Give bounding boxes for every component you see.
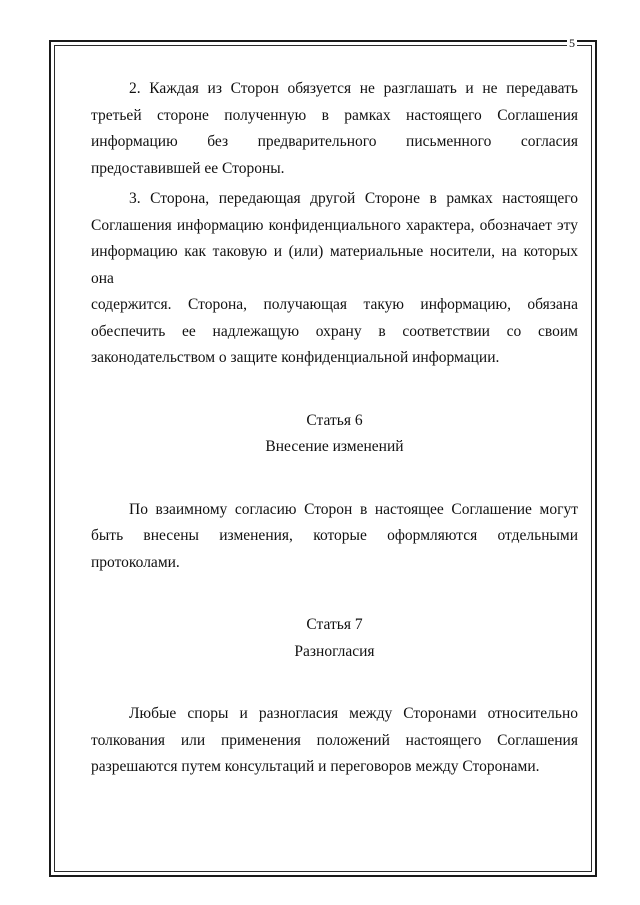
text-line: содержится. Сторона, получающая такую информацию, обязана [91, 296, 578, 313]
article-6-number: Статья 6 [306, 411, 363, 429]
text-line: 3. Сторона, передающая другой Стороне в рамках настоящего [129, 190, 578, 207]
article-6-title: Внесение изменений [265, 438, 404, 455]
text-line: разрешаются путем консультаций и переговоров между Сторонами. [91, 758, 540, 775]
page-number: 5 [569, 36, 575, 50]
paragraph-3 [91, 186, 578, 372]
article-7-number: Статья 7 [306, 616, 363, 633]
text-line: протоколами. [91, 553, 180, 571]
text-line: информацию как таковую и (или) материальные носители, на которых она [91, 243, 578, 287]
text-line: третьей стороне полученную в рамках настоящего Соглашения [91, 106, 578, 124]
article-7-paragraph [91, 701, 578, 781]
text-line: 2. Каждая из Сторон обязуется не разглашать и не передавать [129, 80, 578, 97]
text-line: быть внесены изменения, которые оформляются отдельными [91, 527, 578, 544]
text-line: предоставившей ее Стороны. [91, 159, 285, 177]
text-line: По взаимному согласию Сторон в настоящее Соглашение могут [129, 500, 578, 518]
text-line: информацию без предварительного письменного согласия [91, 133, 578, 150]
document-body [91, 76, 578, 781]
article-7-title: Разногласия [294, 642, 375, 660]
text-line: толкования или применения положений настоящего Соглашения [91, 731, 578, 749]
text-line: законодательством о защите конфиденциальной информации. [91, 349, 500, 366]
paragraph-2 [91, 76, 578, 182]
text-line: Любые споры и разногласия между Сторонами относительно [129, 705, 578, 722]
text-line: обеспечить ее надлежащую охрану в соответствии со своим [91, 322, 578, 340]
article-6-paragraph [91, 497, 578, 577]
text-line: Соглашения информацию конфиденциального характера, обозначает эту [91, 216, 578, 234]
